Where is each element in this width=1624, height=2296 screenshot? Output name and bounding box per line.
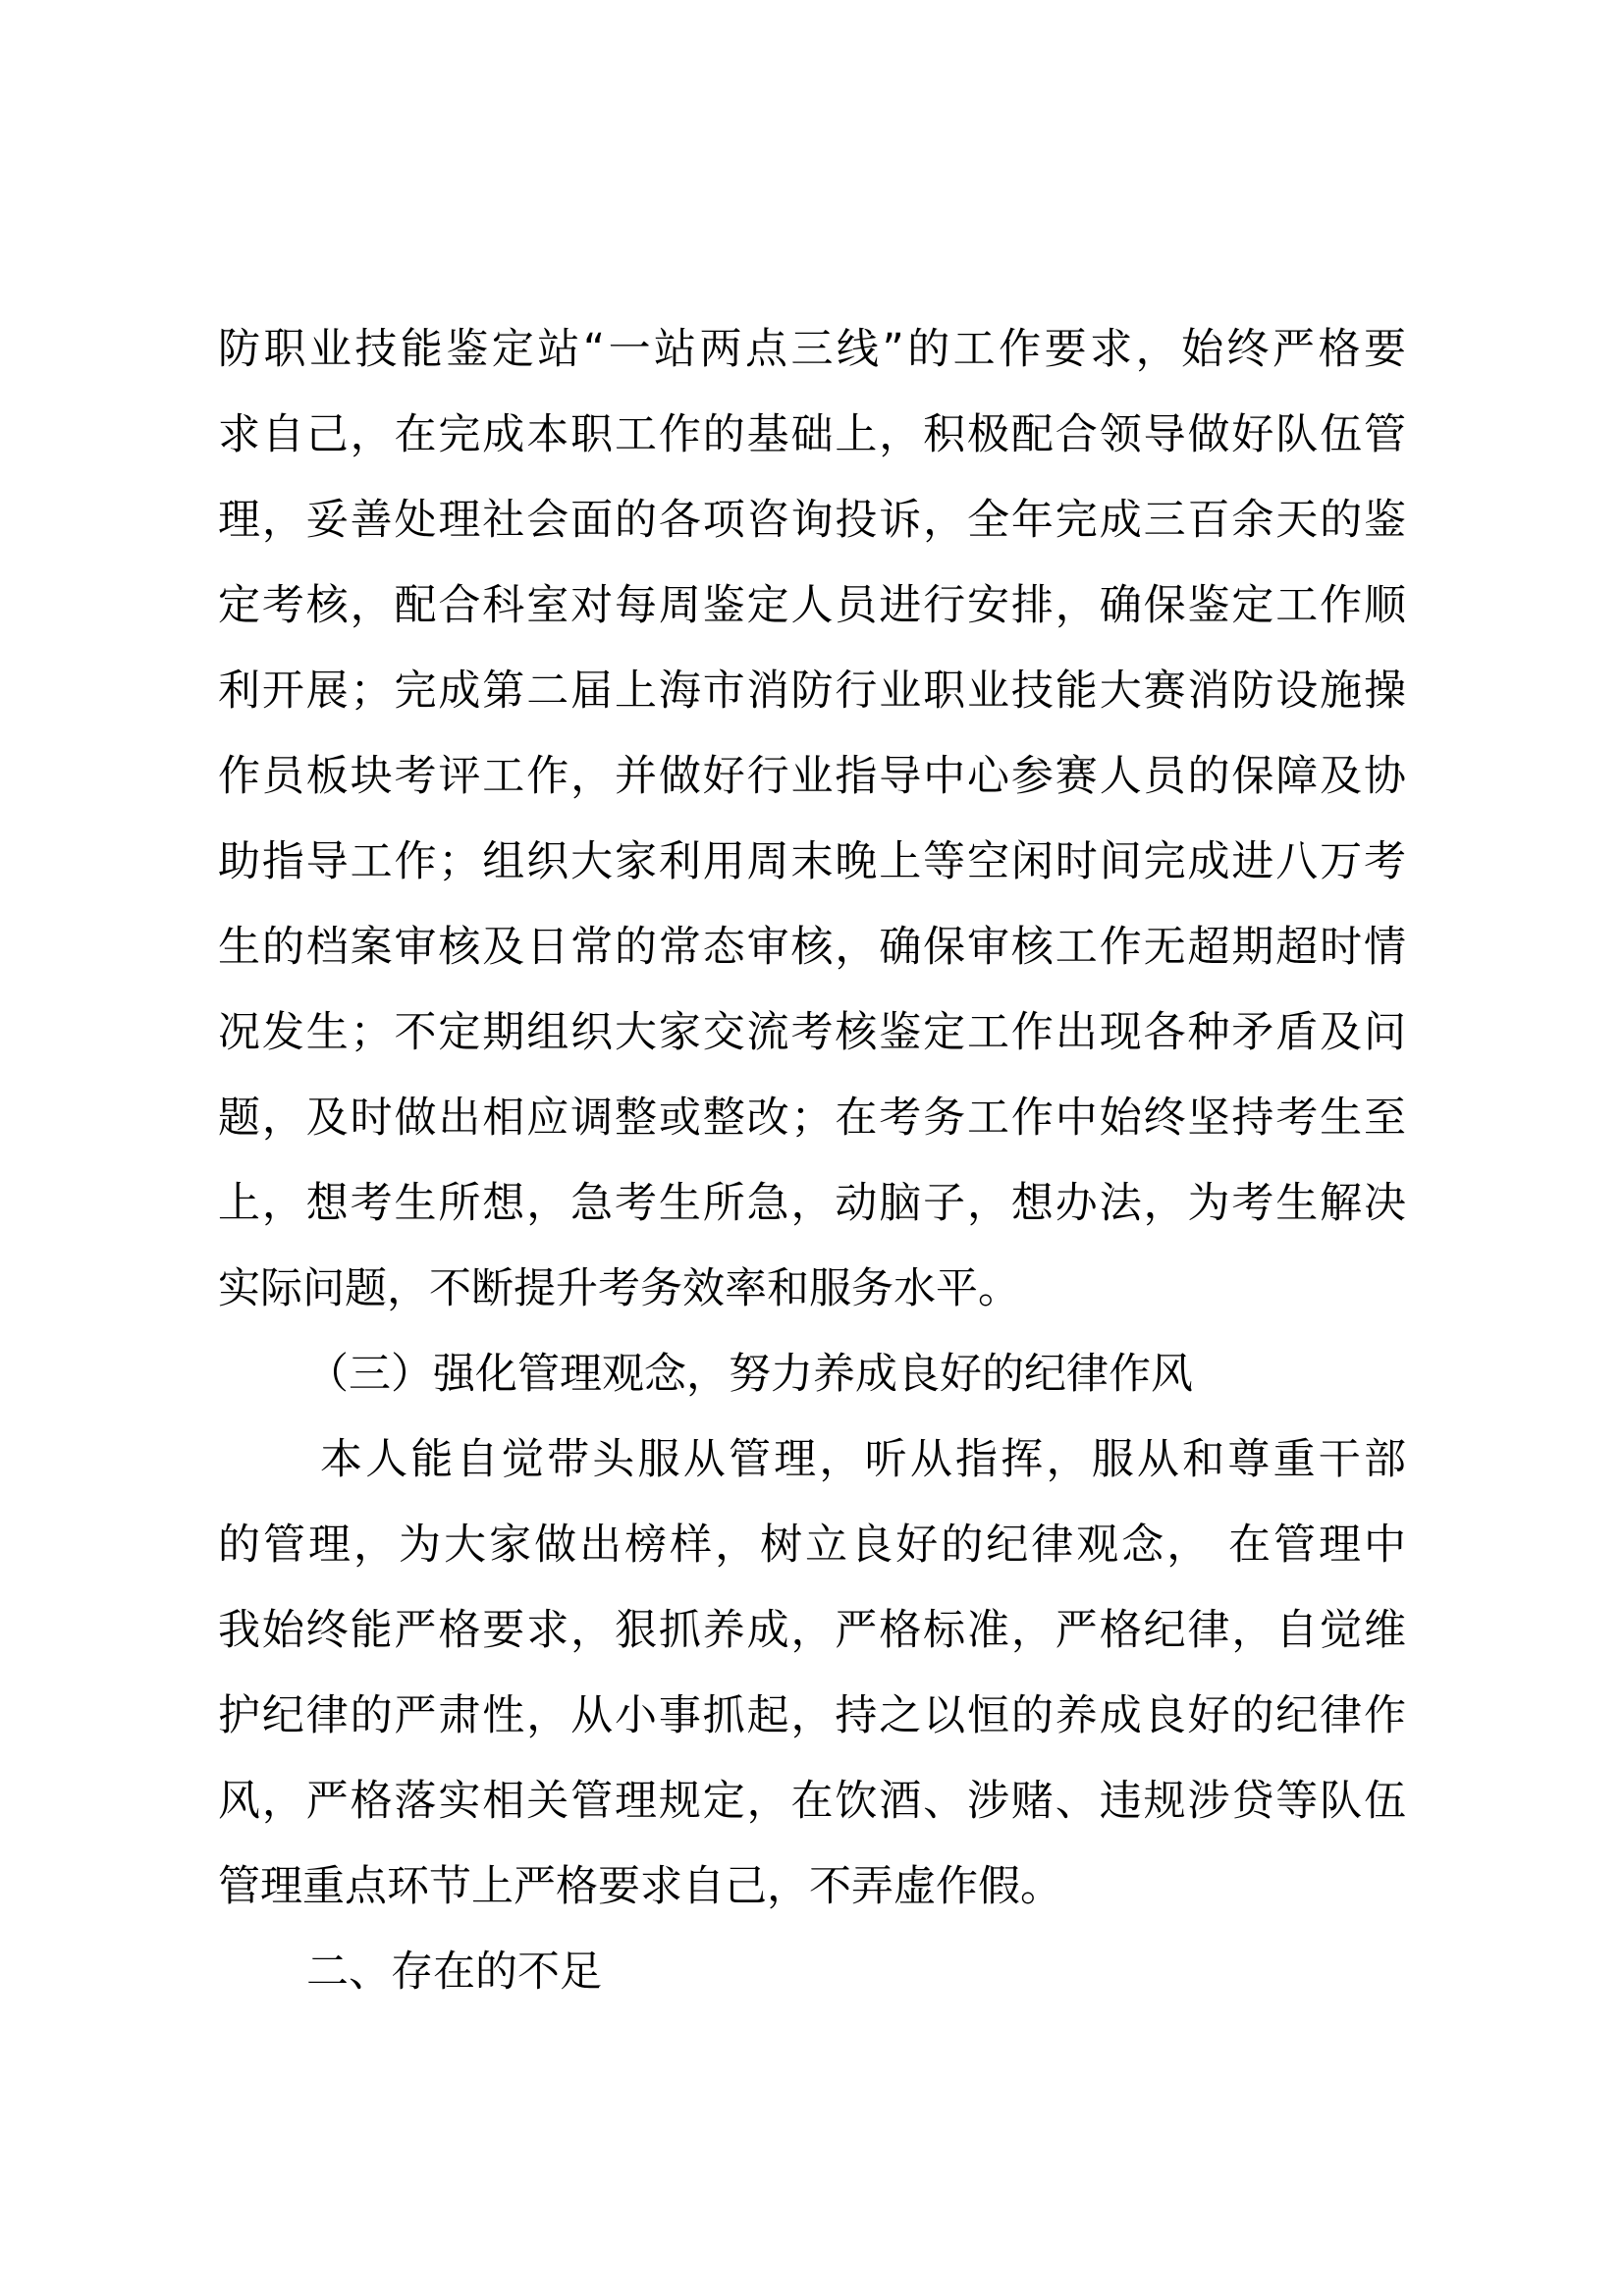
paragraph-line: 防职业技能鉴定站“一站两点三线”的工作要求，始终严格要 — [218, 325, 1406, 374]
paragraph-line: 护纪律的严肃性，从小事抓起，持之以恒的养成良好的纪律作 — [218, 1691, 1406, 1740]
paragraph-line: 作员板块考评工作，并做好行业指导中心参赛人员的保障及协 — [218, 752, 1406, 801]
paragraph-line: 本人能自觉带头服从管理，听从指挥，服从和尊重干部 — [320, 1435, 1406, 1484]
paragraph-line: 风，严格落实相关管理规定，在饮酒、涉赌、违规涉贷等队伍 — [218, 1777, 1406, 1826]
paragraph-line: 上，想考生所想，急考生所急，动脑子，想办法，为考生解决 — [218, 1179, 1406, 1228]
paragraph-discipline — [218, 1417, 1406, 1930]
paragraph-line: 管理重点环节上严格要求自己，不弄虚作假。 — [218, 1862, 1062, 1911]
paragraph-line: 题，及时做出相应调整或整改；在考务工作中始终坚持考生至 — [218, 1094, 1406, 1143]
paragraph-line: 理，妥善处理社会面的各项咨询投诉，全年完成三百余天的鉴 — [218, 496, 1406, 545]
paragraph-line: 实际问题，不断提升考务效率和服务水平。 — [218, 1264, 1020, 1313]
paragraph-line: 助指导工作；组织大家利用周末晚上等空闲时间完成进八万考 — [218, 837, 1406, 886]
paragraph-line: 的管理，为大家做出榜样，树立良好的纪律观念， 在管理中 — [218, 1521, 1406, 1570]
paragraph-line: 利开展；完成第二届上海市消防行业职业技能大赛消防设施操 — [218, 667, 1406, 716]
section-heading-3: （三）强化管理观念，努力养成良好的纪律作风 — [306, 1350, 1193, 1399]
paragraph-line: 定考核，配合科室对每周鉴定人员进行安排，确保鉴定工作顺 — [218, 581, 1406, 630]
paragraph-line: 况发生；不定期组织大家交流考核鉴定工作出现各种矛盾及问 — [218, 1008, 1406, 1057]
paragraph-line: 求自己，在完成本职工作的基础上，积极配合领导做好队伍管 — [218, 410, 1406, 459]
document-body — [218, 307, 1406, 2015]
paragraph-line: 生的档案审核及日常的常态审核，确保审核工作无超期超时情 — [218, 923, 1406, 972]
paragraph-exam-work — [218, 307, 1406, 1332]
section-heading-2: 二、存在的不足 — [306, 1948, 602, 1997]
paragraph-line: 我始终能严格要求，狠抓养成，严格标准，严格纪律，自觉维 — [218, 1606, 1406, 1655]
